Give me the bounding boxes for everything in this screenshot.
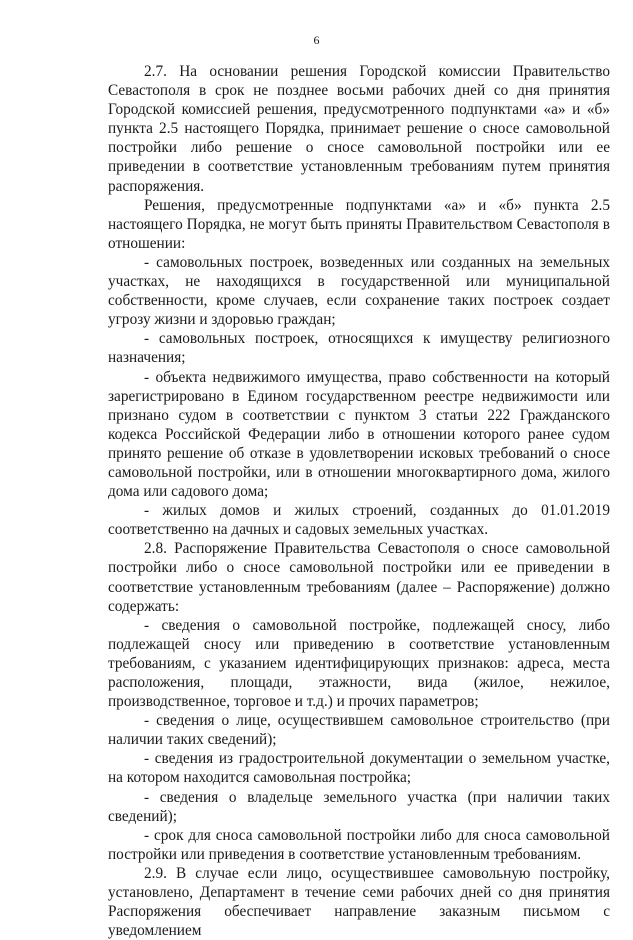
list-item-residential-houses: - жилых домов и жилых строений, созданных до 01.01.2019 соответственно на дачных и садовых земельных участках.: [108, 502, 610, 539]
paragraph-exceptions-intro: Решения, предусмотренные подпунктами «а» и «б» пункта 2.5 настоящего Порядка, не могут быть приняты Правительством Севастополя в отношении:: [108, 196, 610, 252]
list-item-registered-property: - объекта недвижимого имущества, право собственности на который зарегистрировано в Едином государственном реестре недвижимости или признано судом в соответствии с пунктом 3 статьи 222 Гражданского кодекса Российской Федерации либо в отношении которого ранее судом принято решение об отказе в удовлетворении исковых требований о сносе самовольной постройки, или в отношении многоквартирного дома, жилого дома или садового дома;: [108, 368, 610, 501]
list-item-unauthorized-buildings-land: - самовольных построек, возведенных или созданных на земельных участках, не находящихся в государственной или муниципальной собственности, кроме случаев, если сохранение таких построек создает угрозу жизни и здоровью граждан;: [108, 253, 610, 329]
list-item-urban-planning-info: - сведения из градостроительной документации о земельном участке, на котором находится самовольная постройка;: [108, 750, 610, 787]
page-number: 6: [313, 33, 320, 47]
list-item-builder-info: - сведения о лице, осуществившем самовольное строительство (при наличии таких сведений);: [108, 712, 610, 749]
paragraph-2-8: 2.8. Распоряжение Правительства Севастополя о сносе самовольной постройки либо о сносе самовольной постройки или ее приведении в соответствие установленным требованиям (далее – Распоряжение) должно содержать:: [108, 540, 610, 615]
list-item-deadline: - срок для сноса самовольной постройки либо для сноса самовольной постройки или приведения в соответствие установленным требованиям.: [108, 826, 610, 863]
list-item-building-info: - сведения о самовольной постройке, подлежащей сносу, либо подлежащей сносу или приведению в соответствие установленным требованиям, с указанием идентифицирующих признаков: адреса, места расположения, площади, этажности, вида (жилое, нежилое, производственное, торговое и т.д.) и прочих параметров;: [108, 616, 610, 711]
document-body: [108, 62, 610, 940]
list-item-religious-property: - самовольных построек, относящихся к имуществу религиозного назначения;: [108, 330, 610, 367]
paragraph-2-7: 2.7. На основании решения Городской комиссии Правительство Севастополя в срок не позднее восьми рабочих дней со дня принятия Городской комиссией решения, предусмотренного подпунктами «а» и «б» пункта 2.5 настоящего Порядка, принимает решение о сносе самовольной постройки либо решение о сносе самовольной постройки или ее приведении в соответствие установленным требованиям путем принятия распоряжения.: [108, 63, 610, 195]
paragraph-2-9: 2.9. В случае если лицо, осуществившее самовольную постройку, установлено, Департамент в течение семи рабочих дней со дня принятия Распоряжения обеспечивает направление заказным письмом с уведомлением: [108, 864, 610, 940]
list-item-land-owner-info: - сведения о владельце земельного участка (при наличии таких сведений);: [108, 788, 610, 825]
